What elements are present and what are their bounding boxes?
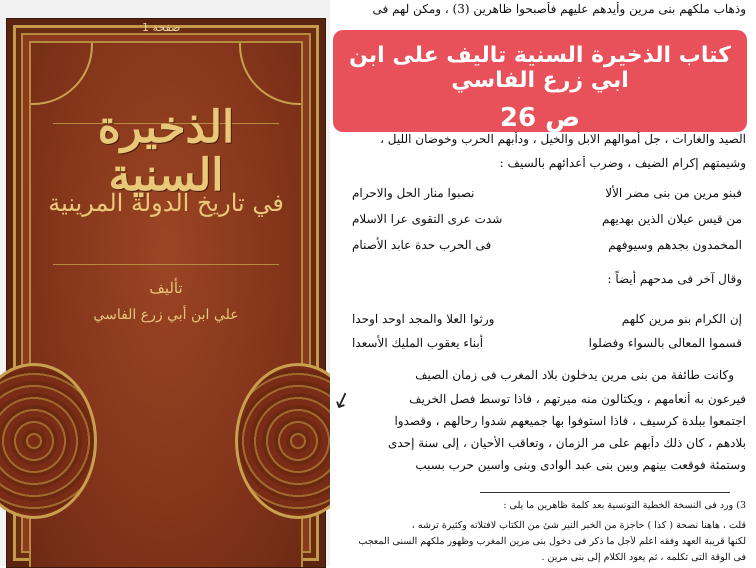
poem-verse-right: قسموا المعالى بالسواء وفضلوا: [588, 336, 742, 350]
cover-page-tag: صفحة 1: [142, 21, 181, 34]
cover-title: الذخيرة السنية: [97, 102, 235, 202]
poem-verse-left: ورثوا العلا والمجد اوحد اوحدا: [352, 312, 495, 326]
poem-intro: وقال آخر فى مدحهم أيضاً :: [607, 272, 742, 286]
cover-author: علي ابن أبي زرع الفاسي: [93, 307, 239, 323]
banner-page-number: ص 26: [499, 103, 581, 133]
poem-verse-right: فبنو مرين من بنى مضر الألا: [605, 186, 742, 200]
poem-verse-left: أبناء يعقوب المليك الأسعدا: [352, 336, 484, 350]
text-line: بلادهم ، كان ذلك دأبهم على مر الزمان ، وتعاقب الأحيان ، إلى سنة إحدى: [387, 436, 746, 450]
text-line: وشيمتهم إكرام الضيف ، وضرب أعدائهم بالسيف :: [499, 156, 746, 170]
title-banner: [333, 30, 747, 132]
footnote-line: قلت ، هاهنا نصحة ( كذا ) حاجزة من الخبر النير شئ من الكتاب لافتلاته وكثيرة ترشه ،: [411, 520, 746, 531]
poem-verse-left: فى الحرب حدة عابد الأصنام: [352, 238, 492, 252]
footnote-line: فى الوقة التى تكلمه ، ثم يعود الكلام إلى بنى مرين .: [541, 552, 746, 563]
footnote-divider: [480, 492, 730, 493]
text-line: الصيد والغارات ، جل أموالهم الابل والخيل ، ودأبهم الحرب وخوضان الليل ،: [380, 132, 746, 146]
cover-subtitle: في تاريخ الدولة المرينية: [48, 189, 284, 217]
text-line: وذهاب ملكهم بنى مرين وأيدهم عليهم فأصبحوا ظاهرين (3) ، ومكن لهم فى: [372, 2, 746, 16]
footnote-line: 3) ورد فى النسخة الخطية التونسية بعد كلمة ظاهرين ما يلى :: [503, 500, 746, 511]
poem-verse-right: المخمدون بجدهم وسيوفهم: [608, 238, 742, 252]
handwritten-arrow-icon: ↙: [329, 385, 356, 416]
text-line: وستمئة فوقعت بينهم وبين بنى عبد الوادى وبنى واسين حرب بسبب: [415, 458, 746, 472]
poem-verse-right: إن الكرام بنو مرين كلهم: [621, 312, 742, 326]
text-line: اجتمعوا ببلدة كرسيف ، فاذا استوفوا بها جميعهم شدوا رحالهم ، وقصدوا: [394, 414, 746, 428]
poem-verse-left: شدت عرى التقوى عرا الاسلام: [352, 212, 503, 226]
left-ornament-medallion: [0, 363, 97, 519]
text-line: وكانت طائفة من بنى مرين يدخلون بلاد المغرب فى زمان الصيف: [415, 368, 734, 382]
banner-book-title: كتاب الذخيرة السنية تاليف على ابن ابي زرع الفاسي: [349, 43, 731, 93]
footnote-line: لكنها قريبة العهد وفقه اعلم لأجل ما ذكر فى دخول بنى مرين المغرب وظهور ملكهم السنى المعجب: [358, 536, 746, 547]
book-cover-panel: [0, 0, 330, 566]
poem-verse-left: نصبوا منار الحل والاحرام: [352, 186, 475, 200]
cover-by-label: تأليف: [149, 279, 183, 297]
text-line: فيرعون به أنعامهم ، ويكتالون منه ميرتهم ، فاذا توسط فصل الخريف: [409, 392, 746, 406]
book-cover: [6, 18, 326, 568]
poem-verse-right: من قيس عيلان الذين بهديهم: [601, 212, 742, 226]
